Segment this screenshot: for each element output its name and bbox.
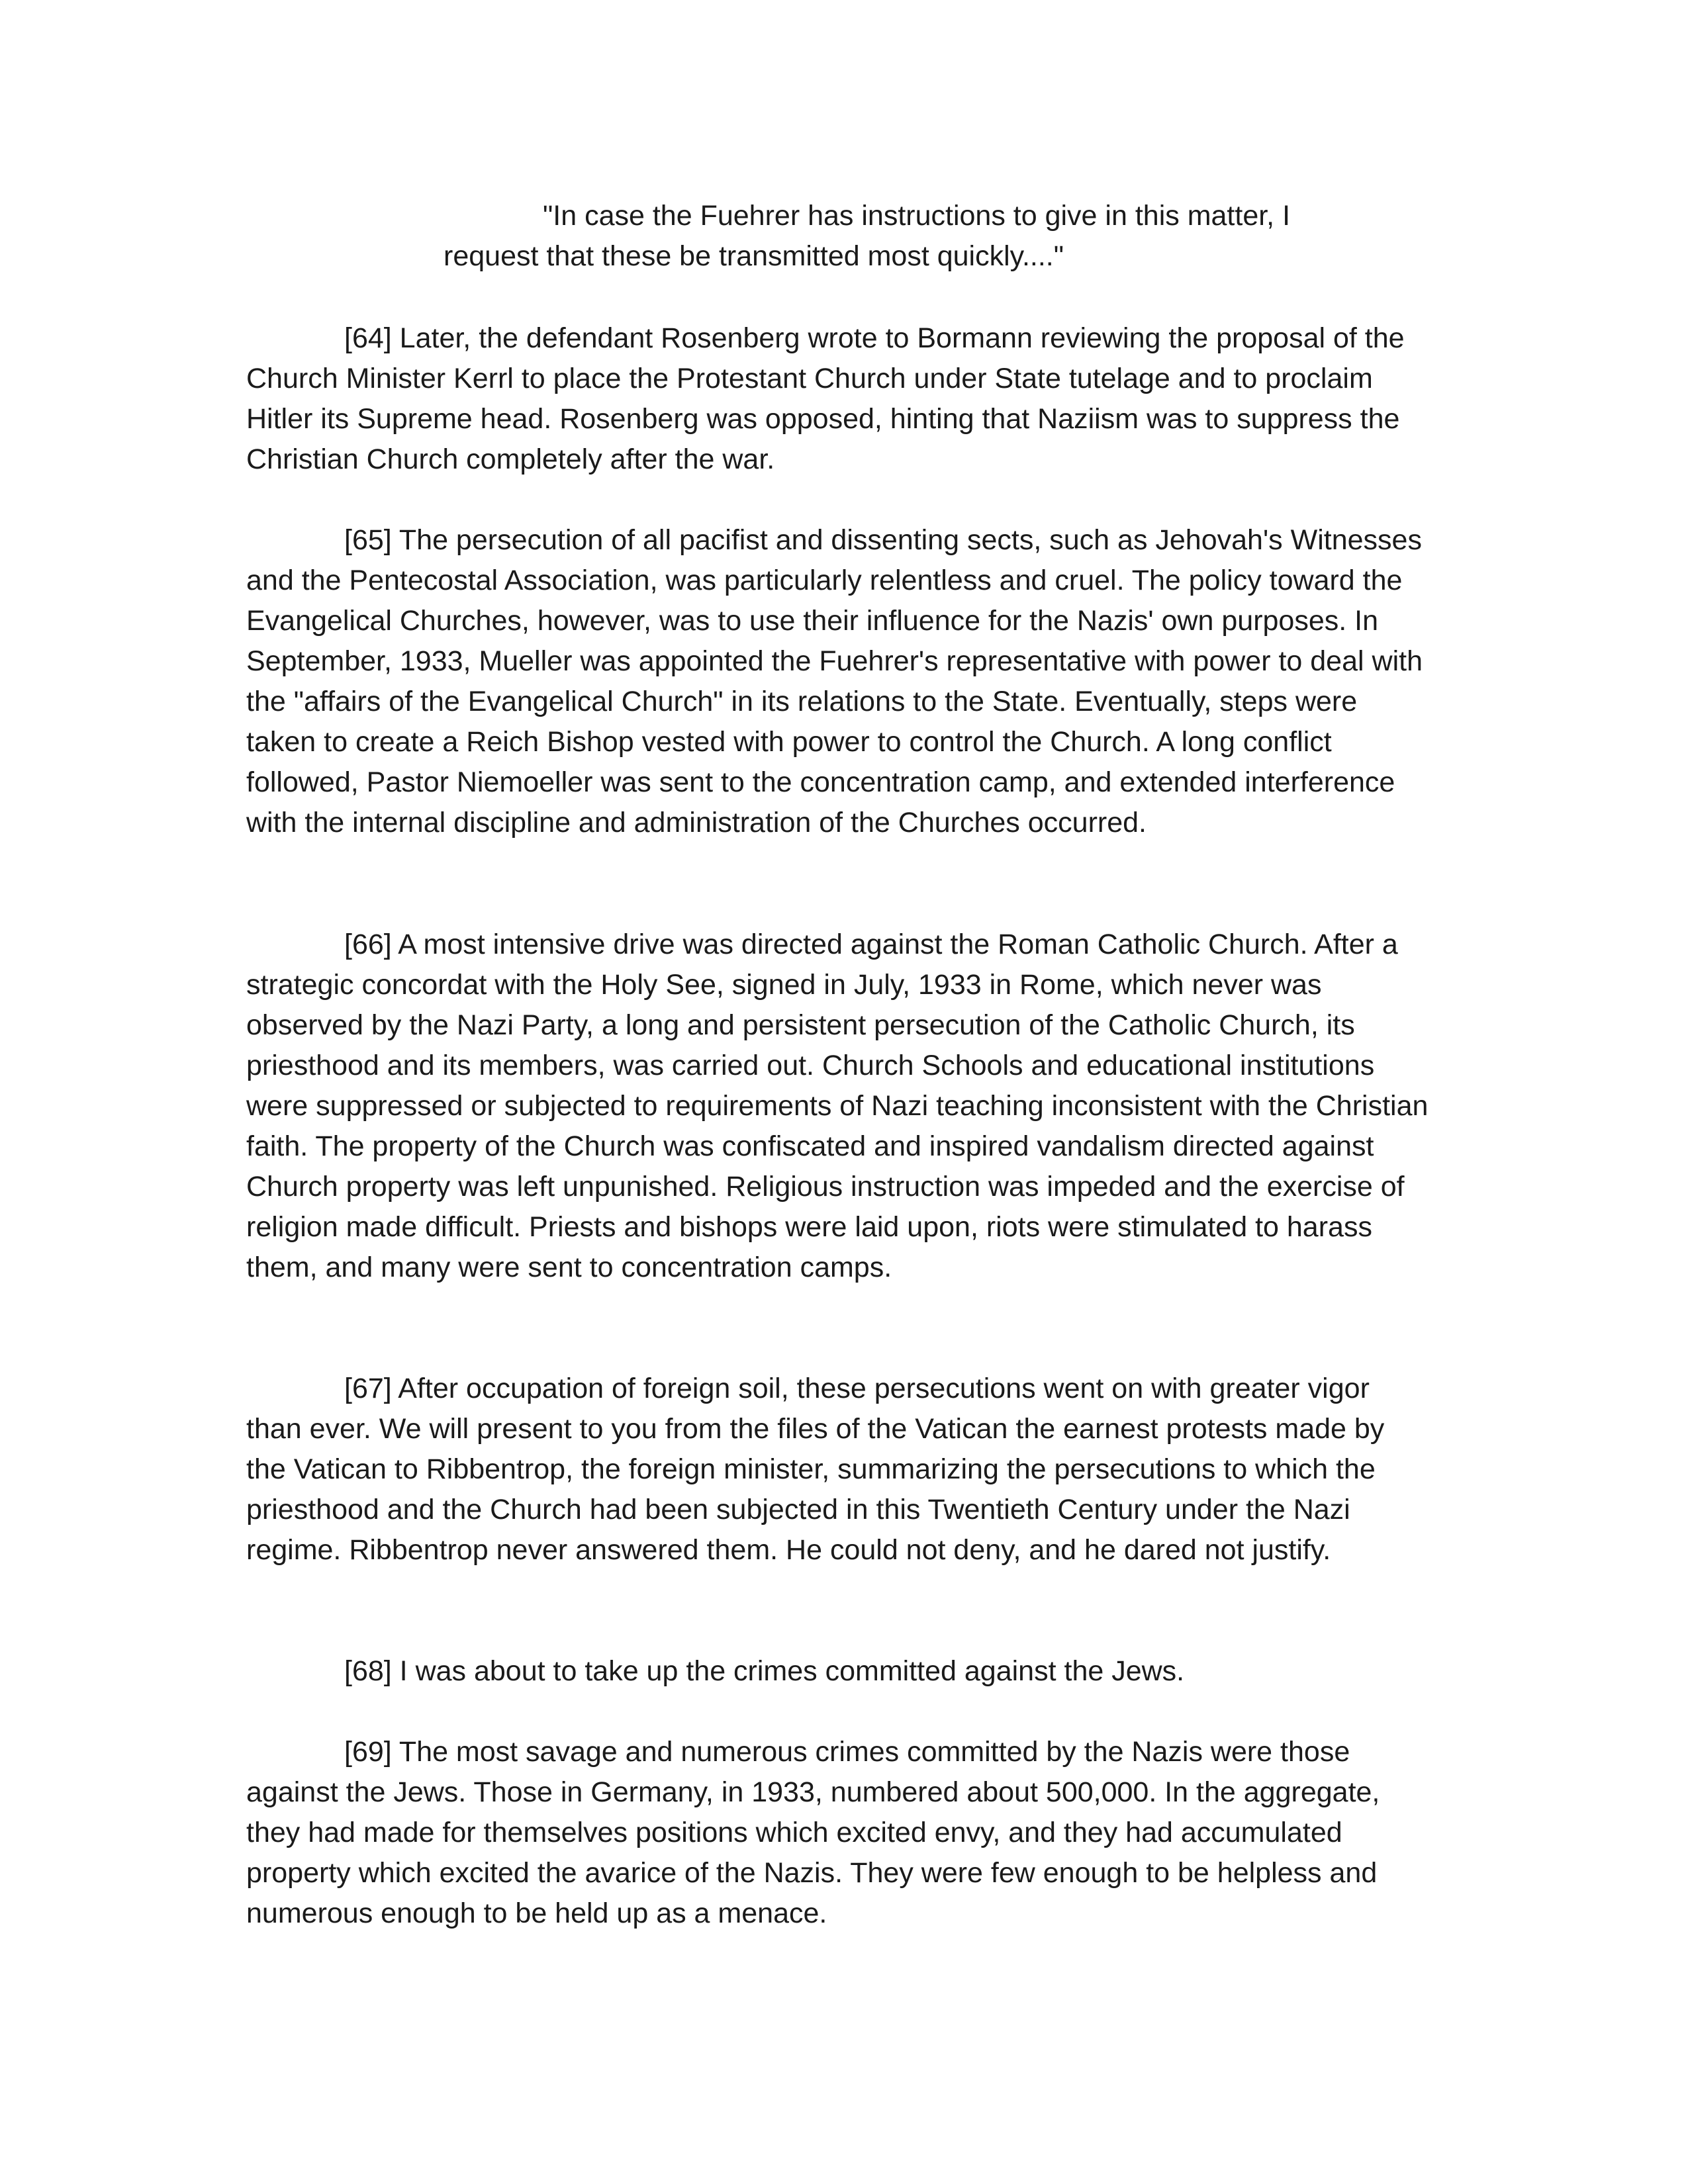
paragraph-69-text: [69] The most savage and numerous crimes committed by the Nazis were those against the Jews. Those in Germany, in 1933, numbered about 500,000. In the aggregate, they had made for themselves positions which excited envy, and they had accumulated property which excited the avarice of the Nazis. They were few enough to be helpless and numerous enough to be held up as a menace. <box>246 1736 1380 1929</box>
paragraph-65 <box>246 520 1431 843</box>
paragraph-66 <box>246 925 1431 1288</box>
paragraph-68-text: [68] I was about to take up the crimes committed against the Jews. <box>344 1655 1185 1687</box>
paragraph-68 <box>246 1651 1431 1692</box>
paragraph-66-text: [66] A most intensive drive was directed against the Roman Catholic Church. After a strategic concordat with the Holy See, signed in July, 1933 in Rome, which never was observed by the Nazi Party, a long and persistent persecution of the Catholic Church, its priesthood and its members, was carried out. Church Schools and educational institutions were suppressed or subjected to requirements of Nazi teaching inconsistent with the Christian faith. The property of the Church was confiscated and inspired vandalism directed against Church property was left unpunished. Religious instruction was impeded and the exercise of religion made difficult. Priests and bishops were laid upon, riots were stimulated to harass them, and many were sent to concentration camps. <box>246 929 1429 1283</box>
paragraph-67 <box>246 1369 1431 1570</box>
paragraph-67-text: [67] After occupation of foreign soil, these persecutions went on with greater vigor than ever. We will present to you from the files of the Vatican the earnest protests made by the Vatican to Ribbentrop, the foreign minister, summarizing the persecutions to which the priesthood and the Church had been subjected in this Twentieth Century under the Nazi regime. Ribbentrop never answered them. He could not deny, and he dared not justify. <box>246 1373 1385 1566</box>
quote-line-1: "In case the Fuehrer has instructions to give in this matter, I <box>543 200 1291 232</box>
paragraph-65-text: [65] The persecution of all pacifist and dissenting sects, such as Jehovah's Witnesses and the Pentecostal Association, was particularly relentless and cruel. The policy toward the Evangelical Churches, however, was to use their influence for the Nazis' own purposes. In September, 1933, Mueller was appointed the Fuehrer's representative with power to deal with the "affairs of the Evangelical Church" in its relations to the State. Eventually, steps were taken to create a Reich Bishop vested with power to control the Church. A long conflict followed, Pastor Niemoeller was sent to the concentration camp, and extended interference with the internal discipline and administration of the Churches occurred. <box>246 524 1423 839</box>
paragraph-69 <box>246 1732 1431 1934</box>
paragraph-64 <box>246 318 1431 480</box>
paragraph-64-text: [64] Later, the defendant Rosenberg wrote to Bormann reviewing the proposal of the Church Minister Kerrl to place the Protestant Church under State tutelage and to proclaim Hitler its Supreme head. Rosenberg was opposed, hinting that Naziism was to suppress the Christian Church completely after the war. <box>246 322 1405 475</box>
quote-line-2: request that these be transmitted most quickly...." <box>444 240 1064 272</box>
block-quote <box>444 196 1370 277</box>
